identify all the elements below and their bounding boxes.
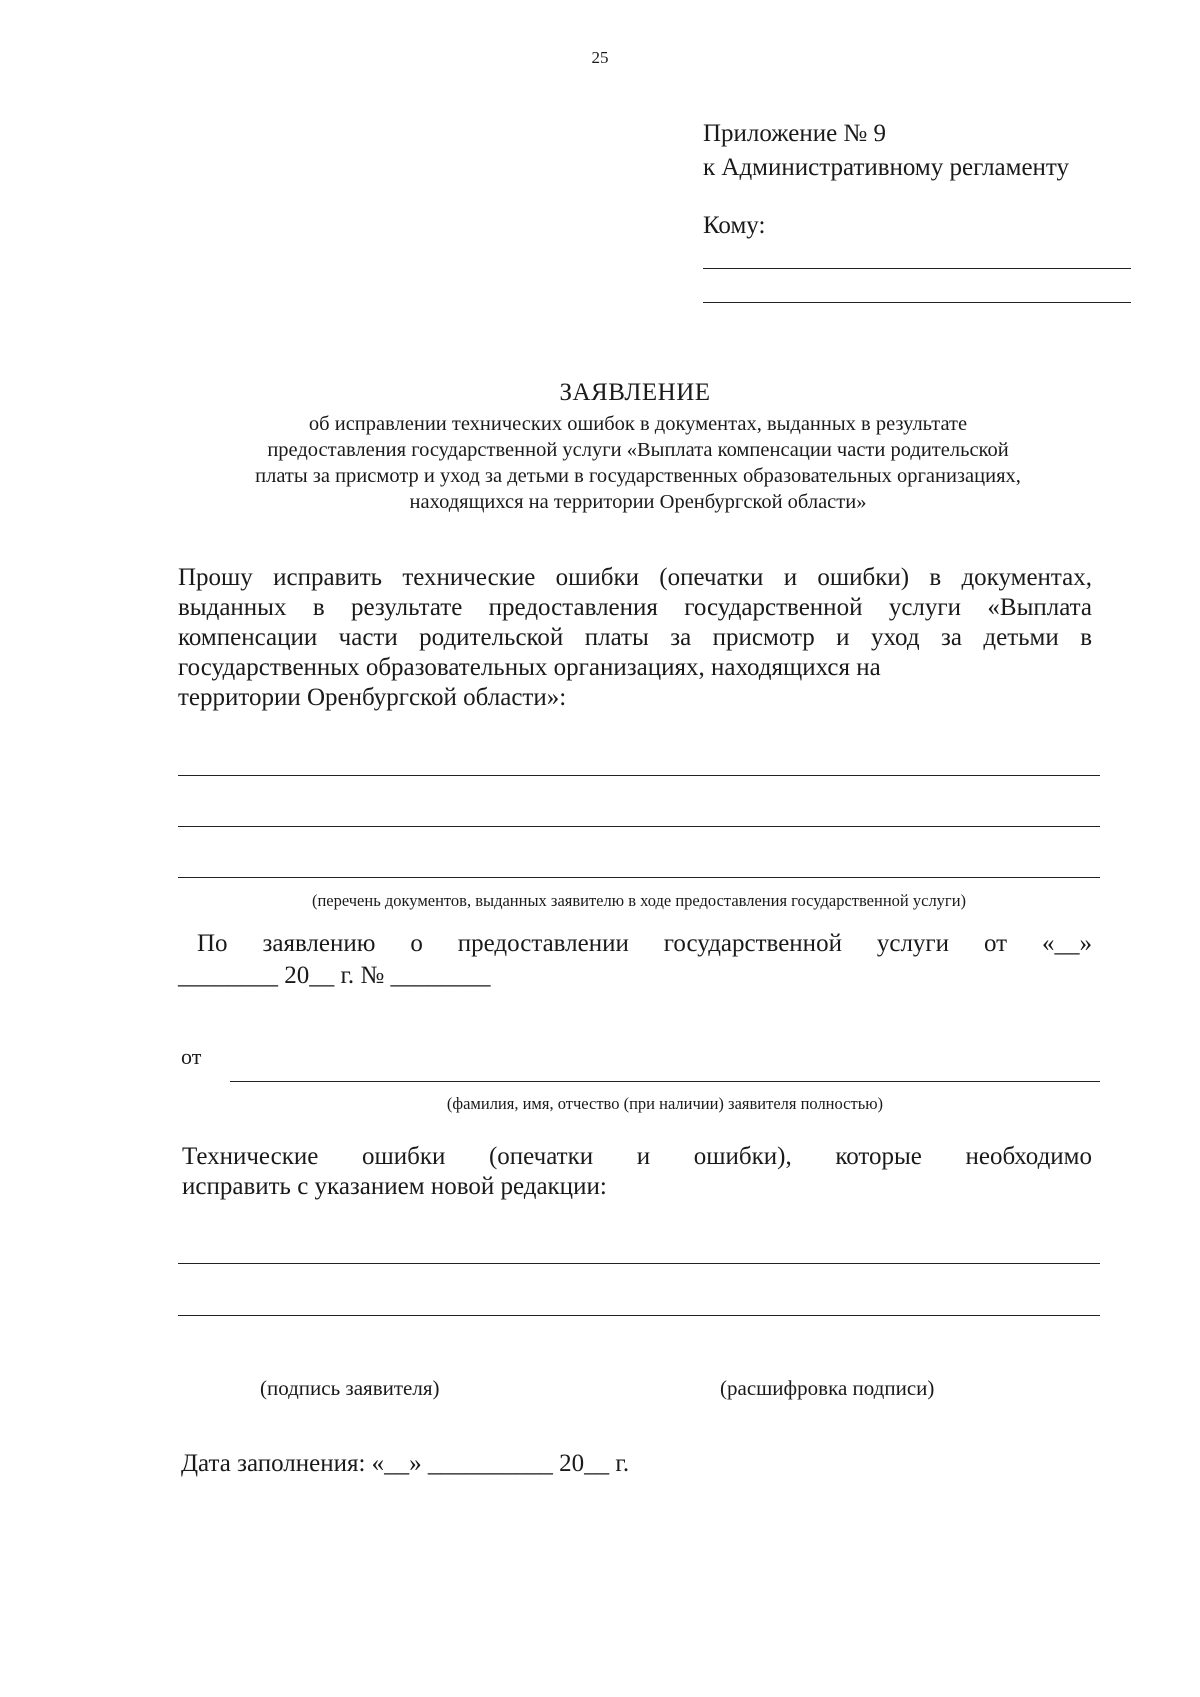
annex-header bbox=[703, 117, 1069, 185]
fill-date: Дата заполнения: «__» __________ 20__ г. bbox=[181, 1450, 630, 1477]
page-number: 25 bbox=[591, 48, 609, 67]
document-subtitle bbox=[180, 411, 1096, 515]
documents-line-3[interactable] bbox=[178, 877, 1100, 878]
errors-paragraph bbox=[182, 1142, 1092, 1202]
subtitle-line: об исправлении технических ошибок в документах, выданных в результате bbox=[308, 413, 968, 435]
subtitle-line: находящихся на территории Оренбургской области» bbox=[409, 491, 867, 513]
errors-text-line: исправить с указанием новой редакции: bbox=[182, 1173, 607, 1200]
recipient-line-1[interactable] bbox=[703, 268, 1131, 269]
from-label: от bbox=[181, 1044, 202, 1069]
applicant-name-line[interactable] bbox=[230, 1081, 1100, 1082]
request-paragraph bbox=[178, 563, 1092, 713]
document-title: ЗАЯВЛЕНИЕ bbox=[559, 379, 711, 406]
errors-text-line: Технические ошибки (опечатки и ошибки), которые необходимо bbox=[182, 1143, 1092, 1170]
documents-line-2[interactable] bbox=[178, 826, 1100, 827]
documents-line-1[interactable] bbox=[178, 775, 1100, 776]
request-text: Прошу исправить технические ошибки (опечатки и ошибки) в документах, выданных в результате предоставления государственной услуги «Выплата компенсации части родительской платы за присмотр и уход за детьми в государственных образовательных организациях, находящихся на bbox=[178, 564, 1092, 681]
statement-line: По заявлению о предоставлении государственной услуги от «__» bbox=[197, 930, 1092, 957]
correction-line-2[interactable] bbox=[178, 1315, 1100, 1316]
annex-reference: к Административному регламенту bbox=[703, 154, 1070, 181]
recipient-line-2[interactable] bbox=[703, 302, 1131, 303]
decoding-caption: (расшифровка подписи) bbox=[720, 1376, 935, 1400]
subtitle-line: платы за присмотр и уход за детьми в государственных образовательных организациях, bbox=[255, 465, 1021, 487]
documents-caption: (перечень документов, выданных заявителю в ходе предоставления государственной услуги) bbox=[311, 891, 967, 910]
subtitle-line: предоставления государственной услуги «Выплата компенсации части родительской bbox=[267, 439, 1009, 461]
annex-number: Приложение № 9 bbox=[703, 120, 887, 147]
applicant-caption: (фамилия, имя, отчество (при наличии) заявителя полностью) bbox=[446, 1094, 884, 1113]
recipient-label: Кому: bbox=[703, 212, 766, 239]
signature-caption: (подпись заявителя) bbox=[260, 1376, 440, 1400]
statement-date-number: ________ 20__ г. № ________ bbox=[178, 962, 491, 989]
request-text-last: территории Оренбургской области»: bbox=[178, 684, 567, 711]
correction-line-1[interactable] bbox=[178, 1263, 1100, 1264]
